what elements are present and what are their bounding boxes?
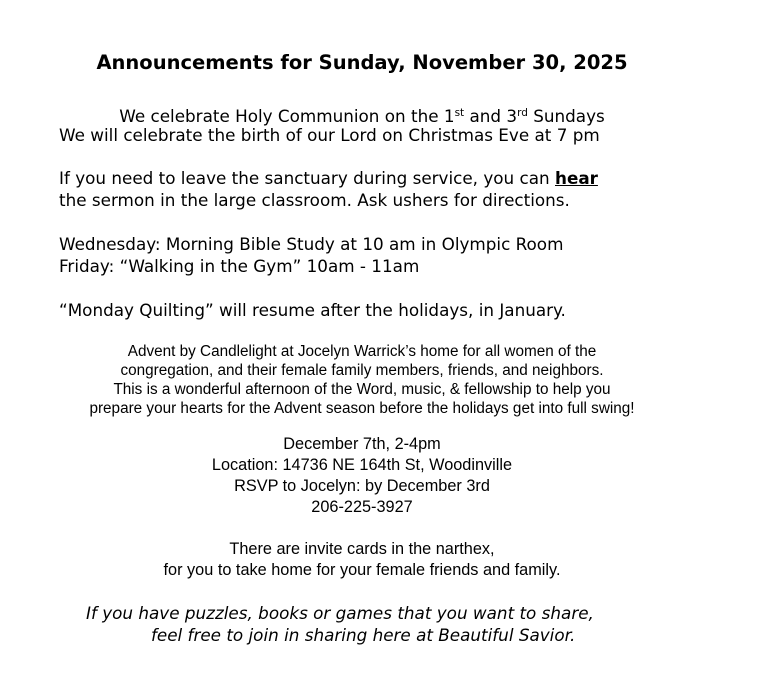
closing-line-1: If you have puzzles, books or games that you want to share,: [86, 603, 594, 623]
christmas-eve-line: We will celebrate the birth of our Lord on Christmas Eve at 7 pm: [59, 125, 600, 145]
advent-text-line-2: congregation, and their female family members, friends, and neighbors.: [120, 362, 604, 379]
friday-walking: Friday: “Walking in the Gym” 10am - 11am: [59, 256, 420, 276]
communion-text-start: We celebrate Holy Communion on the 1: [119, 106, 455, 126]
closing-line-2: feel free to join in sharing here at Beautiful Savior.: [151, 625, 576, 645]
advent-text-line-3: This is a wonderful afternoon of the Word, music, & fellowship to help you: [113, 381, 611, 398]
advent-date: December 7th, 2-4pm: [283, 435, 441, 453]
sanctuary-text: If you need to leave the sanctuary during service, you can: [59, 168, 555, 188]
quilting-notice: “Monday Quilting” will resume after the holidays, in January.: [59, 300, 566, 320]
hear-emphasis: hear: [555, 168, 598, 188]
advent-phone: 206-225-3927: [311, 498, 413, 516]
sanctuary-line-1: [59, 167, 598, 189]
sanctuary-line-2: the sermon in the large classroom. Ask ushers for directions.: [59, 190, 570, 210]
communion-text-mid: and 3: [464, 106, 518, 126]
invite-cards-line-1: There are invite cards in the narthex,: [229, 540, 495, 558]
advent-text-line-4: prepare your hearts for the Advent season before the holidays get into full swing!: [89, 400, 635, 417]
communion-sup-first: st: [454, 107, 465, 119]
wednesday-bible-study: Wednesday: Morning Bible Study at 10 am in Olympic Room: [59, 234, 564, 254]
communion-sup-third: rd: [517, 107, 528, 119]
page-title: Announcements for Sunday, November 30, 2025: [96, 51, 628, 74]
advent-text-line-1: Advent by Candlelight at Jocelyn Warrick’s home for all women of the: [127, 343, 597, 360]
advent-location: Location: 14736 NE 164th St, Woodinville: [211, 456, 513, 474]
invite-cards-line-2: for you to take home for your female friends and family.: [163, 561, 561, 579]
advent-rsvp: RSVP to Jocelyn: by December 3rd: [234, 477, 490, 495]
communion-text-end: Sundays: [527, 106, 605, 126]
